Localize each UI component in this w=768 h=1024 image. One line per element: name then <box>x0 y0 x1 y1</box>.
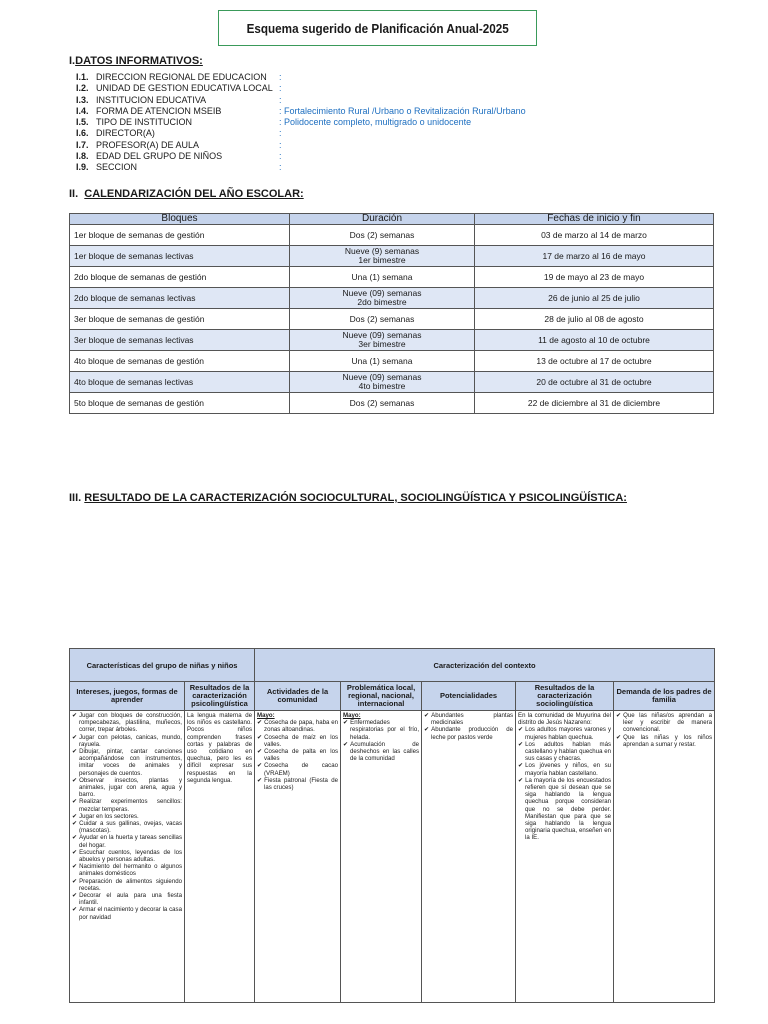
header-parent-demand: Demanda de los padres de familia <box>614 682 715 711</box>
info-row <box>76 128 636 139</box>
info-label: PROFESOR(A) DE AULA <box>96 139 200 150</box>
sociolinguistic-intro: En la comunidad de Muyurina del distrito de Jesús Nazareno: <box>518 712 612 727</box>
calendar-row <box>70 225 714 246</box>
calendar-block: 2do bloque de semanas lectivas <box>70 288 290 309</box>
list-item: ✔ Abundante producción de leche por pastos verde <box>424 726 513 740</box>
list-item: ✔ Abundantes plantas medicinales <box>424 712 513 726</box>
info-value: : <box>279 162 282 173</box>
list-item: ✔ Armar el nacimiento y decorar la casa por navidad <box>72 906 182 920</box>
calendar-block: 1er bloque de semanas de gestión <box>70 225 290 246</box>
problems-list <box>343 719 419 762</box>
list-item: ✔ Que las niñas y los niños aprendan a sumar y restar. <box>616 734 712 748</box>
section-3-heading <box>69 492 627 504</box>
header-problems: Problemática local, regional, nacional, internacional <box>341 682 422 711</box>
list-item: ✔ Acumulación de deshechos en las calles de la comunidad <box>343 741 419 763</box>
section-3-title: RESULTADO DE LA CARACTERIZACIÓN SOCIOCULTURAL, SOCIOLINGÜÍSTICA Y PSICOLINGÜÍSTICA: <box>84 492 627 504</box>
calendar-block: 5to bloque de semanas de gestión <box>70 393 290 414</box>
calendar-row <box>70 330 714 351</box>
info-number: I.9. <box>76 162 89 173</box>
list-item: ✔ La mayoría de los encuestados refieren que sí desean que se siga hablando la lengua quechua porque consideran que no se debe perder. Manifiestan que para que se siga hablando la lengua originaria quechua, enseñen en la IE. <box>518 777 611 842</box>
list-item: ✔ Realizar experimentos sencillos: mezclar temperas. <box>72 798 182 812</box>
calendar-header-row <box>70 214 714 225</box>
info-label: FORMA DE ATENCION MSEIB <box>96 105 222 116</box>
list-item: ✔ Observar insectos, plantas y animales, jugar con arena, agua y barro. <box>72 777 182 799</box>
calendar-block: 4to bloque de semanas de gestión <box>70 351 290 372</box>
info-value: : Fortalecimiento Rural /Urbano o Revitalización Rural/Urbano <box>279 105 526 116</box>
list-item: ✔ Enfermedades respiratorias por el frío, helada. <box>343 719 419 741</box>
calendar-duration <box>290 372 475 393</box>
list-item: ✔ Los adultos mayores varones y mujeres hablan quechua. <box>518 726 611 740</box>
info-value: : <box>279 139 282 150</box>
info-value: : <box>279 94 282 105</box>
info-row <box>76 95 636 106</box>
calendar-block: 3er bloque de semanas de gestión <box>70 309 290 330</box>
list-item: ✔ Escuchar cuentos, leyendas de los abuelos y personas adultas. <box>72 849 182 863</box>
cell-potentialities <box>422 711 516 1003</box>
calendar-duration-weeks: Nueve (09) semanas <box>342 288 422 298</box>
parent-demand-list <box>616 712 712 748</box>
section-3-number: III. <box>69 492 82 504</box>
list-item: ✔ Los adultos hablan más castellano y hablan quechua en sus casas y chacras. <box>518 741 611 763</box>
calendar-duration <box>290 246 475 267</box>
info-number: I.8. <box>76 151 89 162</box>
cell-community-activities <box>255 711 341 1003</box>
calendar-duration-weeks: Una (1) semana <box>351 271 413 282</box>
group-context-header: Caracterización del contexto <box>255 649 715 682</box>
list-item: ✔ Cosecha de papa, haba en zonas altoandinas. <box>257 719 338 733</box>
header-psycholinguistic: Resultados de la caracterización psicolingüística <box>185 682 255 711</box>
calendar-row <box>70 372 714 393</box>
list-item: ✔ Cosecha de palta en los valles <box>257 748 338 762</box>
section-2-title: CALENDARIZACIÓN DEL AÑO ESCOLAR: <box>84 188 304 200</box>
info-value: : <box>279 72 282 82</box>
list-item: ✔ Preparación de alimentos siguiendo recetas. <box>72 878 182 892</box>
cell-interests <box>70 711 185 1003</box>
calendar-dates: 11 de agosto al 10 de octubre <box>475 330 714 351</box>
calendar-block: 4to bloque de semanas lectivas <box>70 372 290 393</box>
school-calendar-table <box>69 213 714 414</box>
section-2-number: II. <box>69 188 79 200</box>
calendar-duration-bimester: 1er bimestre <box>358 255 406 265</box>
info-value: : <box>279 151 282 162</box>
calendar-duration <box>290 309 475 330</box>
calendar-dates: 26 de junio al 25 de julio <box>475 288 714 309</box>
characterization-table <box>69 648 715 1003</box>
section-1-number: I. <box>69 55 76 67</box>
calendar-duration <box>290 267 475 288</box>
calendar-duration-bimester: 2do bimestre <box>357 297 407 307</box>
calendar-duration-weeks: Nueve (09) semanas <box>342 372 422 382</box>
header-community-activities: Actividades de la comunidad <box>255 682 341 711</box>
calendar-header-blocks: Bloques <box>70 214 290 225</box>
list-item: ✔ Jugar en los sectores. <box>72 813 182 820</box>
info-label: TIPO DE INSTITUCION <box>96 117 193 128</box>
calendar-dates: 19 de mayo al 23 de mayo <box>475 267 714 288</box>
list-item: ✔ Decorar el aula para una fiesta infantil. <box>72 892 182 906</box>
cell-parent-demand <box>614 711 715 1003</box>
calendar-block: 3er bloque de semanas lectivas <box>70 330 290 351</box>
problems-month-heading: Mayo: <box>343 712 361 719</box>
list-item: ✔ Nacimiento del hermanito o algunos animales domésticos <box>72 863 182 877</box>
cell-problems <box>341 711 422 1003</box>
calendar-dates: 13 de octubre al 17 de octubre <box>475 351 714 372</box>
info-value: : Polidocente completo, multigrado o unidocente <box>279 117 472 128</box>
info-label: DIRECTOR(A) <box>96 128 155 139</box>
calendar-dates: 03 de marzo al 14 de marzo <box>475 225 714 246</box>
calendar-row <box>70 267 714 288</box>
info-label: UNIDAD DE GESTION EDUCATIVA LOCAL <box>96 83 273 94</box>
section-1-heading <box>69 55 203 67</box>
calendar-duration-weeks: Dos (2) semanas <box>349 397 415 408</box>
info-row <box>76 162 636 173</box>
calendar-duration-bimester: 4to bimestre <box>358 381 406 391</box>
list-item: ✔ Que las niñas/os aprendan a leer y escribir de manera convencional. <box>616 712 712 734</box>
characterization-body-row <box>70 711 715 1003</box>
calendar-row <box>70 351 714 372</box>
info-number: I.6. <box>76 128 89 139</box>
calendar-row <box>70 288 714 309</box>
document-title: Esquema sugerido de Planificación Anual-2025 <box>246 20 509 36</box>
calendar-header-duration: Duración <box>290 214 475 225</box>
list-item: ✔ Cuidar a sus gallinas, ovejas, vacas (mascotas). <box>72 820 182 834</box>
list-item: ✔ Cosecha de maíz en los valles. <box>257 734 338 748</box>
info-number: I.7. <box>76 139 89 150</box>
info-label: DIRECCION REGIONAL DE EDUCACION <box>96 72 267 82</box>
list-item: ✔ Dibujar, pintar, cantar canciones acompañándose con instrumentos, imitar voces de animales y personajes de cuentos. <box>72 748 182 777</box>
calendar-block: 2do bloque de semanas de gestión <box>70 267 290 288</box>
info-number: I.1. <box>76 72 89 82</box>
info-number: I.4. <box>76 105 89 116</box>
calendar-duration <box>290 351 475 372</box>
section-2-heading <box>69 188 304 200</box>
informative-data-list <box>76 72 636 174</box>
header-potentialities: Potencialidades <box>422 682 516 711</box>
calendar-header-dates: Fechas de inicio y fin <box>475 214 714 225</box>
calendar-row <box>70 309 714 330</box>
calendar-duration-weeks: Nueve (09) semanas <box>342 330 422 340</box>
psycholinguistic-text: La lengua materna de los niños es castellano. Pocos niños comprenden frases cortas y palabras de uso cotidiano en quechua, pero les es difícil expresar sus respuestas en la segunda lengua. <box>187 712 253 784</box>
calendar-duration <box>290 288 475 309</box>
group-children-header: Características del grupo de niñas y niños <box>70 649 255 682</box>
sociolinguistic-list <box>518 726 611 841</box>
calendar-duration-weeks: Nueve (9) semanas <box>344 246 420 256</box>
cell-psycholinguistic <box>185 711 255 1003</box>
calendar-dates: 28 de julio al 08 de agosto <box>475 309 714 330</box>
list-item: ✔ Ayudar en la huerta y tareas sencillas del hogar. <box>72 834 182 848</box>
info-number: I.3. <box>76 94 89 105</box>
calendar-dates: 22 de diciembre al 31 de diciembre <box>475 393 714 414</box>
calendar-dates: 17 de marzo al 16 de mayo <box>475 246 714 267</box>
list-item: ✔ Jugar con bloques de construcción, rompecabezas, plastilina, muñecos, correr, trepar árboles. <box>72 712 182 734</box>
list-item: ✔ Jugar con pelotas, canicas, mundo, rayuela. <box>72 734 182 748</box>
document-title-box <box>218 10 537 46</box>
calendar-duration-weeks: Dos (2) semanas <box>349 229 415 240</box>
info-number: I.2. <box>76 83 89 94</box>
info-row <box>76 151 636 162</box>
info-number: I.5. <box>76 117 89 128</box>
info-row <box>76 140 636 151</box>
list-item: ✔ Fiesta patronal (Fiesta de las cruces) <box>257 777 338 791</box>
calendar-duration <box>290 393 475 414</box>
calendar-block: 1er bloque de semanas lectivas <box>70 246 290 267</box>
header-sociolinguistic: Resultados de la caracterización sociolingüística <box>516 682 614 711</box>
interests-list <box>72 712 182 921</box>
info-value: : <box>279 128 282 139</box>
list-item: ✔ Cosecha de cacao (VRAEM) <box>257 762 338 776</box>
calendar-row <box>70 246 714 267</box>
calendar-dates: 20 de octubre al 31 de octubre <box>475 372 714 393</box>
calendar-duration <box>290 225 475 246</box>
info-label: EDAD DEL GRUPO DE NIÑOS <box>96 151 223 162</box>
info-label: INSTITUCION EDUCATIVA <box>96 94 207 105</box>
info-label: SECCION <box>96 162 138 173</box>
characterization-header-row <box>70 682 715 711</box>
characterization-group-row <box>70 649 715 682</box>
info-row <box>76 72 636 83</box>
info-row <box>76 83 636 94</box>
calendar-row <box>70 393 714 414</box>
activities-list <box>257 719 338 791</box>
section-1-title: DATOS INFORMATIVOS: <box>75 55 203 67</box>
calendar-duration-bimester: 3er bimestre <box>358 339 406 349</box>
activities-month-heading: Mayo: <box>257 712 275 719</box>
cell-sociolinguistic <box>516 711 614 1003</box>
info-row <box>76 117 636 128</box>
info-value: : <box>279 83 282 94</box>
calendar-duration-weeks: Dos (2) semanas <box>349 313 415 324</box>
header-interests: Intereses, juegos, formas de aprender <box>70 682 185 711</box>
info-row <box>76 106 636 117</box>
calendar-duration <box>290 330 475 351</box>
potentialities-list <box>424 712 513 741</box>
list-item: ✔ Los jóvenes y niños, en su mayoría hablan castellano. <box>518 762 611 776</box>
calendar-duration-weeks: Una (1) semana <box>351 355 413 366</box>
